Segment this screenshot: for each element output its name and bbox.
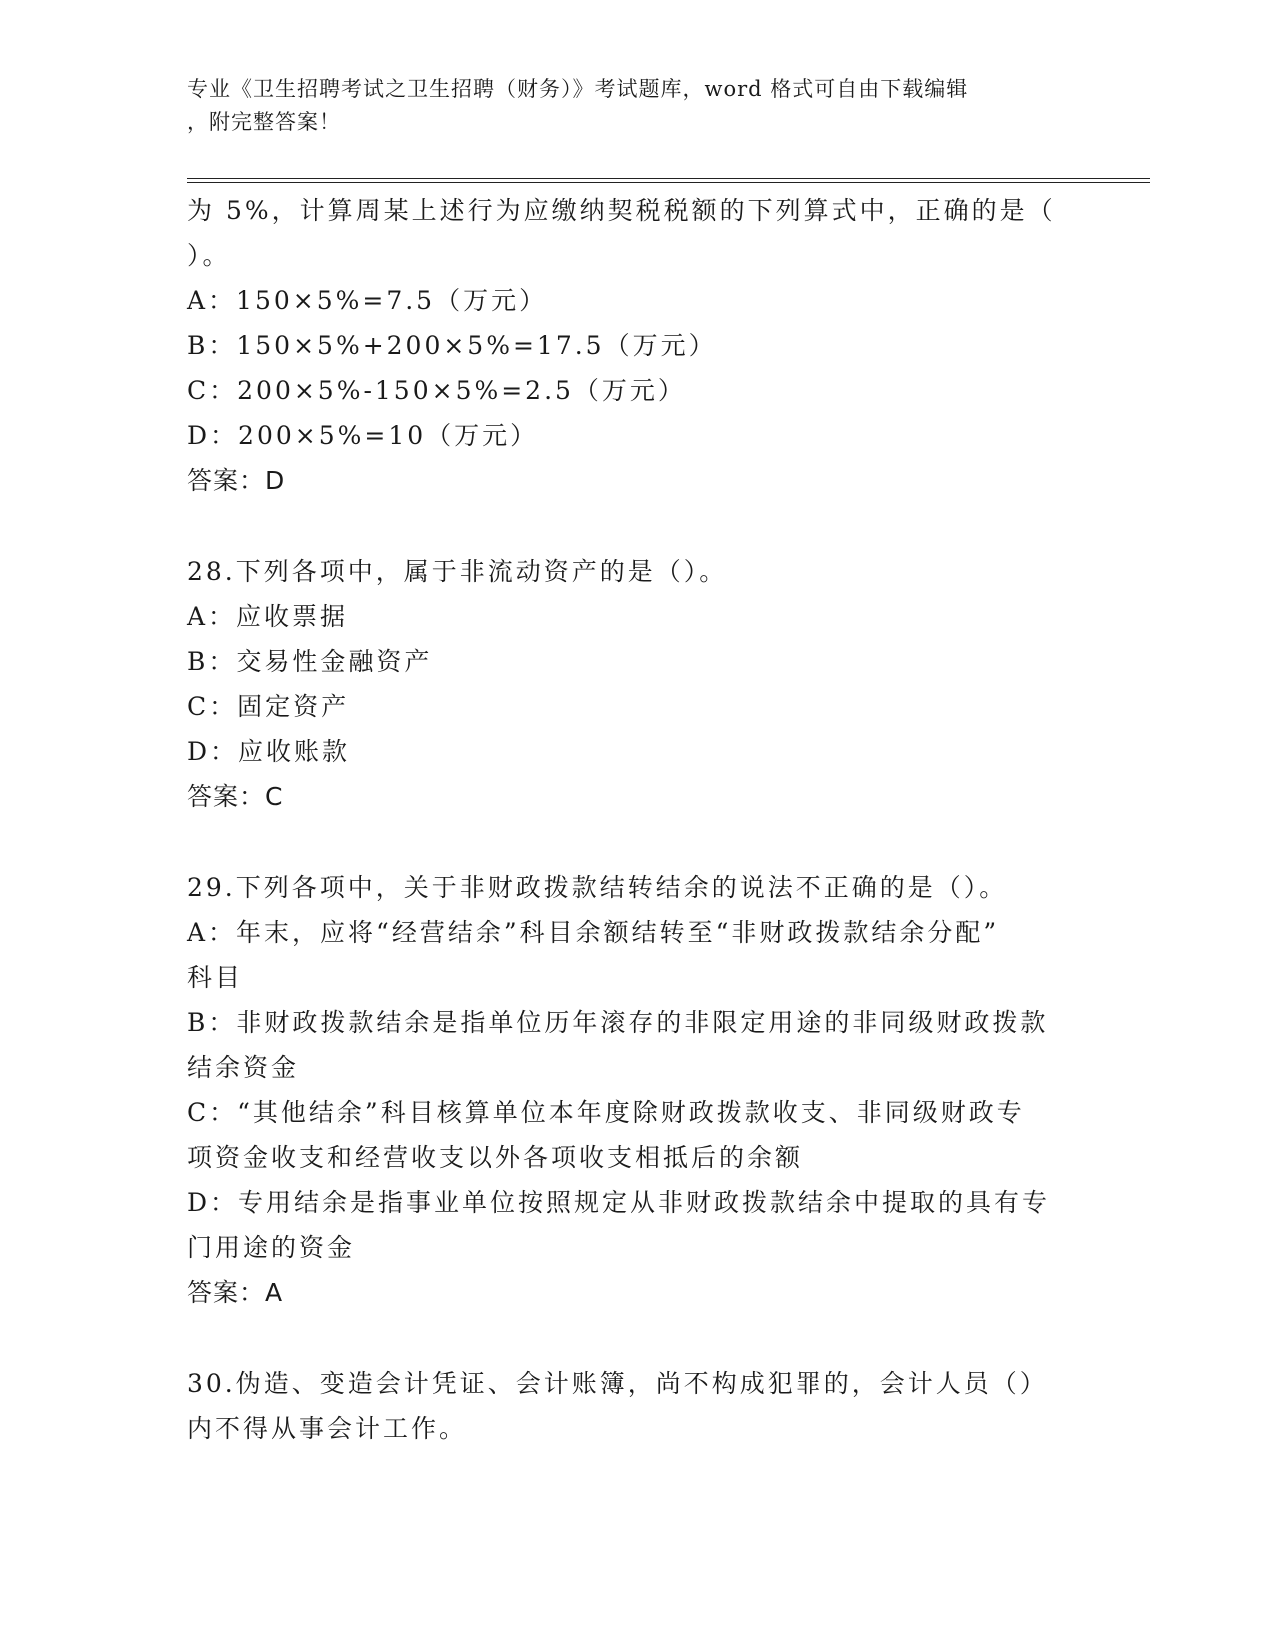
question-27 <box>187 188 1087 503</box>
question-list <box>187 188 1087 1451</box>
question-stem: 为 5%，计算周某上述行为应缴纳契税税额的下列算式中，正确的是（ <box>187 196 1056 225</box>
question-stem: 30.伪造、变造会计凭证、会计账簿，尚不构成犯罪的，会计人员（） <box>187 1369 1048 1398</box>
option-b: B：150×5%+200×5%=17.5（万元） <box>187 331 717 360</box>
answer: 答案：C <box>187 782 284 811</box>
option-a: A：年末，应将“经营结余”科目余额结转至“非财政拨款结余分配” <box>187 918 1000 947</box>
question-30 <box>187 1361 1087 1451</box>
header-rule-top <box>187 178 1150 179</box>
option-c: C：“其他结余”科目核算单位本年度除财政拨款收支、非同级财政专 <box>187 1098 1025 1127</box>
option-d-cont: 门用途的资金 <box>187 1233 356 1262</box>
option-c: C：200×5%-150×5%=2.5（万元） <box>187 376 686 405</box>
answer: 答案：D <box>187 466 286 495</box>
option-d: D：专用结余是指事业单位按照规定从非财政拨款结余中提取的具有专 <box>187 1188 1051 1217</box>
option-a: A：应收票据 <box>187 602 349 631</box>
option-d: D：应收账款 <box>187 737 351 766</box>
header-rule-bottom <box>187 182 1150 183</box>
option-d: D：200×5%=10（万元） <box>187 421 539 450</box>
option-a: A：150×5%=7.5（万元） <box>187 286 548 315</box>
question-stem: 28.下列各项中，属于非流动资产的是（）。 <box>187 557 728 586</box>
question-stem-cont: ）。 <box>187 241 231 270</box>
document-header <box>187 73 1057 139</box>
option-c: C：固定资产 <box>187 692 350 721</box>
question-28 <box>187 549 1087 819</box>
header-line-1: 专业《卫生招聘考试之卫生招聘（财务）》考试题库，word 格式可自由下载编辑 <box>187 77 969 101</box>
question-stem-cont: 内不得从事会计工作。 <box>187 1414 468 1443</box>
header-line-2: ，附完整答案！ <box>187 110 341 134</box>
answer: 答案：A <box>187 1278 284 1307</box>
option-a-cont: 科目 <box>187 963 244 992</box>
option-b-cont: 结余资金 <box>187 1053 300 1082</box>
option-b: B：交易性金融资产 <box>187 647 433 676</box>
option-c-cont: 项资金收支和经营收支以外各项收支相抵后的余额 <box>187 1143 804 1172</box>
question-29 <box>187 865 1087 1315</box>
option-b: B：非财政拨款结余是指单位历年滚存的非限定用途的非同级财政拨款 <box>187 1008 1049 1037</box>
question-stem: 29.下列各项中，关于非财政拨款结转结余的说法不正确的是（）。 <box>187 873 1008 902</box>
